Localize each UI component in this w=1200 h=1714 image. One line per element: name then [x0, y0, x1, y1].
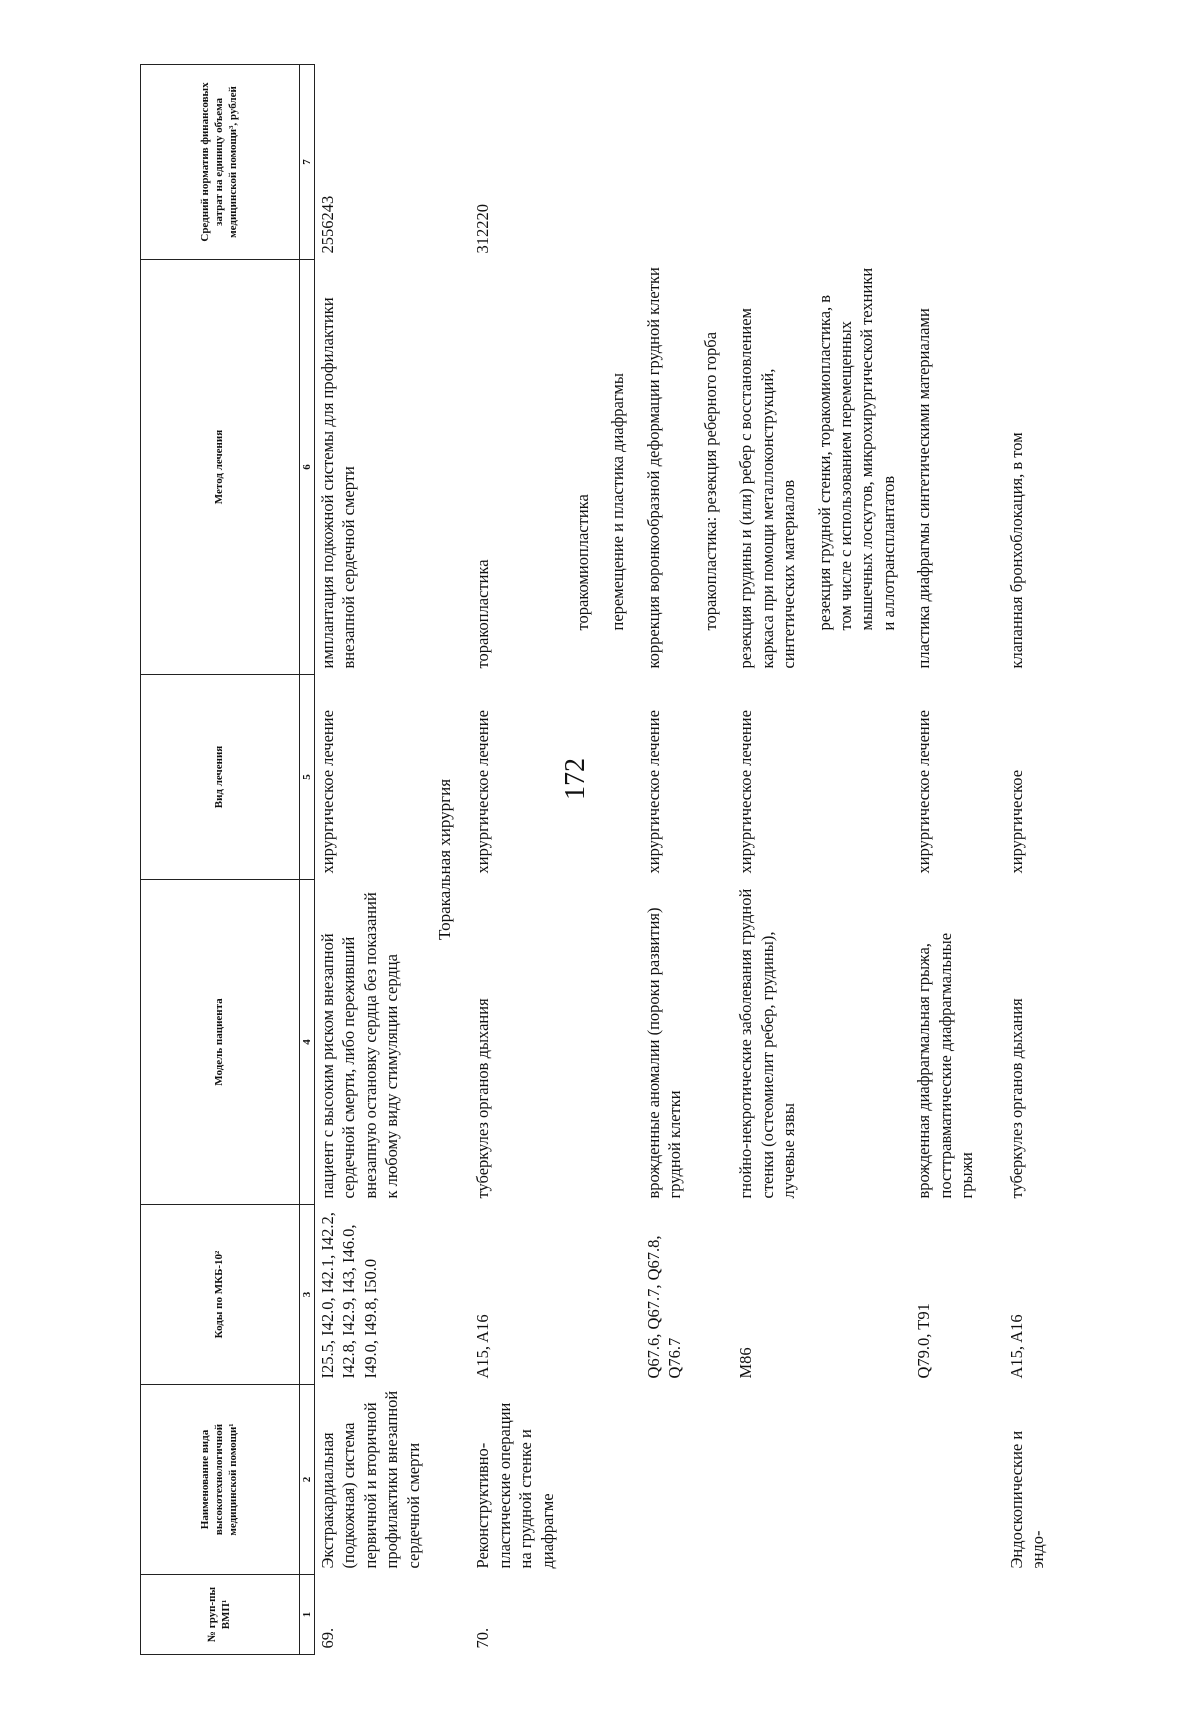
icd-codes: Q79.0, T91	[914, 1303, 934, 1379]
vmp-table-container	[140, 65, 1060, 1655]
table-row	[641, 65, 686, 1655]
column-number: 7	[300, 65, 315, 260]
vmp-name: Эндоскопические и эндо-	[1006, 1430, 1048, 1569]
treatment-type: хирургическое лечение	[914, 710, 934, 874]
icd-codes: Q67.6, Q67.7, Q67.8, Q76.7	[643, 1235, 685, 1379]
table-row	[1004, 65, 1049, 1655]
treatment-type: хирургическое лечение	[318, 710, 337, 874]
treatment-method: перемещение и пластика диафрагмы	[608, 373, 628, 631]
table-row	[812, 65, 900, 1655]
column-number: 1	[300, 1575, 315, 1655]
header-vmp-name: Наименование вида высокотехнологичной медицинской помощи¹	[141, 1385, 300, 1575]
patient-model: туберкулез органов дыхания	[1006, 998, 1026, 1199]
vmp-name: Реконструктивно-пластические операции на грудной стенке и диафрагме	[473, 1402, 557, 1569]
table-row	[315, 65, 425, 1655]
table-row	[698, 65, 721, 1655]
header-treatment-method: Метод лечения	[141, 260, 300, 675]
table-row	[605, 65, 628, 1655]
patient-model: пациент с высоким риском внезапной сердечной смерти, либо переживший внезапную остановку сердца без показаний к любому виду стимуляции сердца	[318, 892, 402, 1199]
column-number: 3	[300, 1205, 315, 1385]
treatment-type: хирургическое лечение	[643, 710, 663, 874]
patient-model: гнойно-некротические заболевания грудной стенки (остеомиелит ребер, грудины), лучевые язвы	[736, 888, 799, 1199]
table-row	[733, 65, 799, 1655]
treatment-type: хирургическое лечение	[736, 710, 756, 874]
table-row	[470, 65, 558, 1655]
treatment-method: пластика диафрагмы синтетическими материалами	[914, 308, 934, 669]
column-number: 5	[300, 675, 315, 880]
group-number: 69.	[318, 1627, 337, 1649]
column-number: 6	[300, 260, 315, 675]
icd-codes: I25.5, I42.0, I42.1, I42.2, I42.8, I42.9, I43, I46.0, I49.0, I49.8, I50.0	[318, 1212, 380, 1379]
header-cost-norm: Средний норматив финансовых затрат на единицу объема медицинской помощи³, рублей	[141, 65, 300, 260]
header-icd-codes: Коды по МКБ-10²	[141, 1205, 300, 1385]
treatment-method: торакопластика: резекция реберного горба	[700, 331, 720, 631]
treatment-type: хирургическое	[1006, 769, 1026, 874]
cost-value: 2556243	[318, 195, 337, 254]
icd-codes: M86	[736, 1347, 756, 1379]
page-number: 172	[560, 758, 591, 800]
vmp-name: Экстракардиальная (подкожная) система первичной и вторичной профилактики внезапной сердечной смерти	[318, 1390, 423, 1569]
treatment-type: хирургическое лечение	[473, 710, 493, 874]
treatment-method: торакопластика	[473, 559, 493, 669]
table-row	[570, 65, 593, 1655]
treatment-method: имплантация подкожной системы для профилактики внезапной сердечной смерти	[318, 297, 359, 669]
icd-codes: A15, A16	[473, 1314, 493, 1379]
patient-model: врожденные аномалии (пороки развития) грудной клетки	[643, 907, 685, 1199]
treatment-method: коррекция воронкообразной деформации грудной клетки	[643, 267, 663, 669]
table-header	[141, 65, 315, 1655]
treatment-method: клапанная бронхоблокация, в том	[1006, 432, 1026, 669]
header-treatment-type: Вид лечения	[141, 675, 300, 880]
patient-model: туберкулез органов дыхания	[473, 998, 493, 1199]
header-patient-model: Модель пациента	[141, 880, 300, 1205]
column-number: 4	[300, 880, 315, 1205]
treatment-method: торакомиопластика	[573, 494, 593, 631]
header-group-number: № груп-пы ВМП¹	[141, 1575, 300, 1655]
vmp-table	[140, 64, 1048, 1655]
treatment-method: резекция грудины и (или) ребер с восстановлением каркаса при помощи металлоконструкций, синтетических материалов	[736, 307, 799, 669]
patient-model: врожденная диафрагмальная грыжа, посттравматические диафрагмальные грыжи	[914, 932, 977, 1199]
cost-value: 312220	[473, 204, 493, 254]
treatment-method: резекция грудной стенки, торакомиопластика, в том числе с использованием перемещенных мышечных лоскутов, микрохирургической техники и аллотрансплантатов	[814, 267, 898, 631]
icd-codes: A15, A16	[1006, 1314, 1026, 1379]
group-number: 70.	[473, 1627, 493, 1649]
section-title: Торакальная хирургия	[435, 778, 455, 941]
table-row	[911, 65, 977, 1655]
column-number: 2	[300, 1385, 315, 1575]
